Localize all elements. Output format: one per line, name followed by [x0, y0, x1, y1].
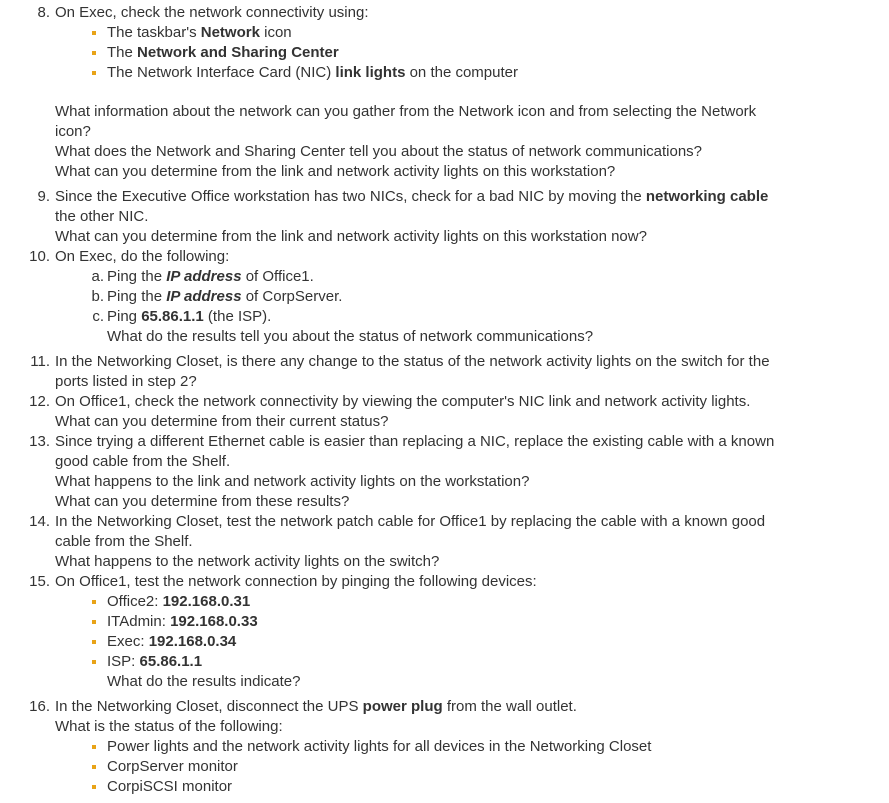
step-10a-letter: a. — [91, 268, 104, 285]
step-12-number: 12. — [29, 393, 50, 410]
bullet-icon — [92, 600, 96, 604]
step-13-text-cont: good cable from the Shelf. — [55, 453, 231, 470]
step-16-number: 16. — [29, 698, 50, 715]
step-15-device-1: Office2: 192.168.0.31 — [107, 593, 251, 610]
step-11-text: In the Networking Closet, is there any change to the status of the network activity lights on the switch for the — [55, 353, 770, 370]
step-16-text: In the Networking Closet, disconnect the UPS power plug from the wall outlet. — [55, 698, 577, 715]
step-16-bullet-2: CorpServer monitor — [107, 758, 238, 775]
step-15-question-1: What do the results indicate? — [107, 673, 301, 690]
step-9-number: 9. — [37, 188, 50, 205]
step-14-number: 14. — [29, 513, 50, 530]
step-10b-letter: b. — [91, 288, 104, 305]
bullet-icon — [92, 51, 96, 55]
step-15-device-2: ITAdmin: 192.168.0.33 — [107, 613, 258, 630]
bullet-icon — [92, 785, 96, 789]
step-13-question-1: What happens to the link and network activity lights on the workstation? — [55, 473, 530, 490]
step-8-bullet-1: The taskbar's Network icon — [107, 24, 292, 41]
step-8-question-3: What can you determine from the link and network activity lights on this workstation? — [55, 163, 616, 180]
step-16-bullet-3: CorpiSCSI monitor — [107, 778, 233, 795]
step-11-number: 11. — [30, 353, 50, 370]
step-10c-text: Ping 65.86.1.1 (the ISP). — [107, 308, 272, 325]
step-8-number: 8. — [37, 4, 50, 21]
step-10c-letter: c. — [92, 308, 104, 325]
step-8-question-2: What does the Network and Sharing Center tell you about the status of network communications? — [55, 143, 703, 160]
step-12-text: On Office1, check the network connectivity by viewing the computer's NIC link and network activity lights. — [55, 393, 751, 410]
step-13-question-2: What can you determine from these results? — [55, 493, 350, 510]
step-9-text: Since the Executive Office workstation has two NICs, check for a bad NIC by moving the networking cable — [55, 188, 769, 205]
bullet-icon — [92, 765, 96, 769]
step-16-bullet-1: Power lights and the network activity lights for all devices in the Networking Closet — [107, 738, 652, 755]
bullet-icon — [92, 620, 96, 624]
step-9-text-cont: the other NIC. — [55, 208, 149, 225]
step-15-text: On Office1, test the network connection by pinging the following devices: — [55, 573, 537, 590]
step-13-text: Since trying a different Ethernet cable is easier than replacing a NIC, replace the existing cable with a known — [55, 433, 775, 450]
step-11-text-cont: ports listed in step 2? — [55, 373, 197, 390]
bullet-icon — [92, 31, 96, 35]
bullet-icon — [92, 640, 96, 644]
step-10b-text: Ping the IP address of CorpServer. — [107, 288, 343, 305]
step-12-question-1: What can you determine from their current status? — [55, 413, 389, 430]
step-15-device-3: Exec: 192.168.0.34 — [107, 633, 237, 650]
step-10a-text: Ping the IP address of Office1. — [107, 268, 314, 285]
step-10-text: On Exec, do the following: — [55, 248, 230, 265]
step-8-bullet-3: The Network Interface Card (NIC) link lights on the computer — [107, 64, 518, 81]
step-14-question-1: What happens to the network activity lights on the switch? — [55, 553, 440, 570]
step-16-question-1: What is the status of the following: — [55, 718, 283, 735]
step-10-question-1: What do the results tell you about the status of network communications? — [107, 328, 594, 345]
bullet-icon — [92, 745, 96, 749]
step-13-number: 13. — [29, 433, 50, 450]
step-14-text: In the Networking Closet, test the network patch cable for Office1 by replacing the cable with a known good — [55, 513, 766, 530]
step-8-question-1: What information about the network can you gather from the Network icon and from selecting the Network — [55, 103, 757, 120]
step-8-bullet-2: The Network and Sharing Center — [107, 44, 339, 61]
step-10-number: 10. — [29, 248, 50, 265]
bullet-icon — [92, 71, 96, 75]
step-14-text-cont: cable from the Shelf. — [55, 533, 193, 550]
step-15-device-4: ISP: 65.86.1.1 — [107, 653, 203, 670]
bullet-icon — [92, 660, 96, 664]
step-15-number: 15. — [29, 573, 50, 590]
step-9-question-1: What can you determine from the link and network activity lights on this workstation now? — [55, 228, 647, 245]
step-8-text: On Exec, check the network connectivity using: — [55, 4, 369, 21]
step-8-question-1-cont: icon? — [55, 123, 91, 140]
